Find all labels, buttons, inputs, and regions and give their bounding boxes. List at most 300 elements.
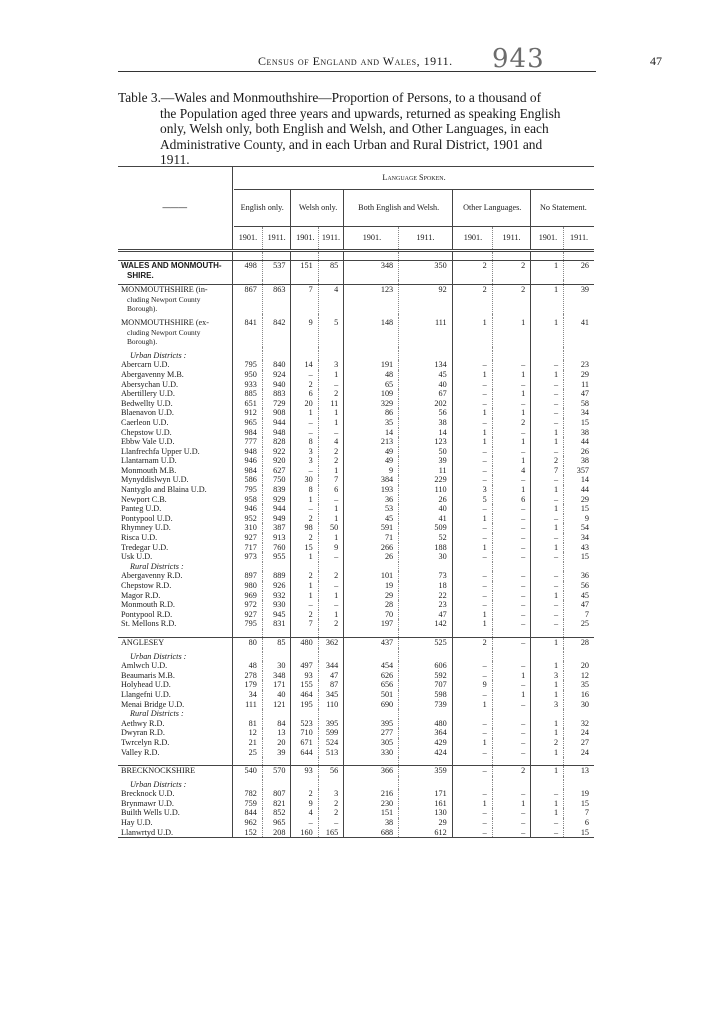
table-cell: 1 (553, 427, 559, 437)
table-cell: 101 (380, 571, 394, 581)
table-cell: – (553, 398, 559, 408)
stub-header: ——— (118, 167, 232, 251)
table-cell: 6 (492, 495, 531, 505)
table-cell: – (492, 818, 531, 828)
table-cell: 123 (399, 437, 453, 447)
table-cell: 15 (564, 828, 594, 838)
table-cell: – (318, 495, 344, 505)
table-row (118, 748, 594, 758)
table-cell: 831 (262, 619, 291, 629)
table-cell: 26 (384, 552, 394, 562)
table-cell: 972 (244, 600, 257, 610)
table-cell: 70 (384, 609, 394, 619)
table-cell: 395 (318, 719, 344, 729)
table-cell: 948 (244, 446, 257, 456)
table-cell: 3 (553, 699, 559, 709)
table-row (118, 571, 594, 581)
table-cell: 9 (482, 680, 487, 690)
table-cell: 1 (492, 485, 531, 495)
row-label: Panteg U.D. (121, 504, 162, 514)
table-cell: – (482, 456, 487, 466)
table-cell: 690 (380, 699, 394, 709)
table-cell: – (492, 591, 531, 601)
table-cell: 9 (318, 543, 344, 553)
table-cell: 6 (308, 389, 313, 399)
table-cell: 34 (564, 408, 594, 418)
table-cell: 123 (380, 285, 394, 295)
table-cell: 350 (399, 261, 453, 281)
table-cell: 598 (399, 690, 453, 700)
table-cell: 965 (244, 417, 257, 427)
table-cell: 73 (399, 571, 453, 581)
table-cell: 152 (244, 827, 257, 837)
table-cell: 795 (244, 360, 257, 370)
row-label: Holyhead U.D. (121, 680, 171, 690)
table-cell: 464 (300, 689, 313, 699)
table-cell: – (482, 818, 487, 828)
table-cell: 67 (399, 389, 453, 399)
table-cell: 1 (553, 542, 559, 552)
table-cell: 85 (318, 261, 344, 281)
table-cell: 1 (318, 591, 344, 601)
table-cell: – (553, 389, 559, 399)
table-cell: 38 (399, 418, 453, 428)
table-cell: 38 (384, 818, 394, 828)
table-cell: 777 (244, 437, 257, 447)
table-cell: 26 (399, 495, 453, 505)
table-cell: 2 (308, 609, 313, 619)
table-cell: 26 (564, 447, 594, 457)
caption-line-3: only, Welsh only, both English and Welsh, and Other Languages, in each (160, 121, 549, 136)
table-cell: 651 (244, 398, 257, 408)
table-cell: – (553, 818, 559, 828)
table-cell: 2 (492, 285, 531, 314)
table-cell: 28 (564, 637, 594, 647)
table-cell: 44 (564, 437, 594, 447)
table-cell: 1 (482, 699, 487, 709)
table-cell: 2 (308, 379, 313, 389)
table-cell: – (492, 514, 531, 524)
table-cell: 348 (262, 671, 291, 681)
table-cell: 29 (384, 590, 394, 600)
table-cell: 962 (244, 818, 257, 828)
table-cell: 454 (380, 661, 394, 671)
table-cell: 32 (564, 719, 594, 729)
table-cell: 19 (384, 581, 394, 590)
row-label: Bedwellty U.D. (121, 398, 173, 408)
table-cell: 929 (262, 495, 291, 505)
table-cell: – (482, 504, 487, 514)
table-cell: – (492, 828, 531, 838)
table-cell: 537 (262, 261, 291, 281)
row-label: Usk U.D. (121, 552, 153, 562)
table-cell: 11 (399, 466, 453, 476)
table-cell: 525 (399, 637, 453, 647)
table-cell: – (318, 428, 344, 438)
table-cell: – (318, 380, 344, 390)
table-cell: 1 (492, 318, 531, 347)
table-cell: – (553, 513, 559, 523)
table-cell: 480 (300, 637, 313, 647)
table-cell: – (482, 360, 487, 370)
table-cell: 38 (564, 428, 594, 438)
table-row (118, 619, 594, 629)
table-cell: – (308, 427, 313, 437)
table-cell: 20 (304, 398, 313, 408)
row-label: Abersychan U.D. (121, 379, 179, 389)
table-cell: 193 (380, 485, 394, 495)
table-cell: 56 (564, 581, 594, 591)
table-cell: – (492, 719, 531, 729)
table-cell: 27 (564, 738, 594, 748)
table-cell: 540 (244, 766, 257, 776)
table-cell: 362 (318, 637, 344, 647)
table-cell: – (482, 600, 487, 610)
table-cell: 2 (308, 533, 313, 543)
table-cell: 395 (380, 718, 394, 728)
table-cell: – (318, 818, 344, 828)
table-cell: – (553, 571, 559, 581)
table-cell: – (482, 523, 487, 533)
table-row (118, 456, 594, 466)
table-cell: 41 (399, 514, 453, 524)
table-cell: 305 (380, 737, 394, 747)
table-cell: 359 (399, 766, 453, 776)
table-cell: 1 (553, 661, 559, 671)
table-cell: 1 (308, 494, 313, 504)
table-cell: 1 (482, 369, 487, 379)
table-cell: 1 (308, 581, 313, 590)
table-cell: 1 (482, 619, 487, 629)
table-cell: 6 (564, 818, 594, 828)
table-cell: 940 (262, 380, 291, 390)
table-cell: 2 (492, 418, 531, 428)
table-cell: 86 (384, 408, 394, 418)
table-cell: 384 (380, 475, 394, 485)
table-cell: 2 (482, 285, 487, 295)
table-cell: – (492, 637, 531, 647)
row-label: MONMOUTHSHIRE (in- cluding Newport County Borough). (121, 285, 208, 314)
table-cell: 1 (318, 504, 344, 514)
table-cell: 7 (308, 619, 313, 629)
table-cell: 8 (308, 485, 313, 495)
table-row (118, 700, 594, 710)
table-row (118, 351, 594, 361)
table-cell: 142 (399, 619, 453, 629)
table-row (118, 418, 594, 428)
row-label: Mynyddislwyn U.D. (121, 475, 189, 485)
table-cell: 40 (262, 690, 291, 700)
table-cell: 41 (564, 318, 594, 347)
table-cell: 1 (492, 690, 531, 700)
table-row (118, 318, 594, 347)
table-cell: 480 (399, 719, 453, 729)
table-cell: 1 (553, 504, 559, 514)
row-label: Abertillery U.D. (121, 389, 175, 399)
table-cell: 151 (380, 808, 394, 818)
table-row (118, 680, 594, 690)
table-cell: 195 (300, 699, 313, 709)
row-label: Newport C.B. (121, 494, 167, 504)
table-cell: 15 (304, 542, 313, 552)
table-cell: – (482, 718, 487, 728)
table-cell: 1 (553, 808, 559, 818)
row-label: Caerleon U.D. (121, 417, 169, 427)
table-cell: – (492, 428, 531, 438)
table-cell: 134 (399, 360, 453, 370)
table-cell: 13 (564, 766, 594, 776)
table-cell: – (308, 818, 313, 828)
table-cell: 908 (262, 408, 291, 418)
table-cell: 38 (564, 456, 594, 466)
table-cell: – (482, 389, 487, 399)
table-cell: – (482, 417, 487, 427)
table-row (118, 799, 594, 809)
table-cell: 1 (492, 799, 531, 809)
table-cell: – (492, 399, 531, 409)
table-cell: 161 (399, 799, 453, 809)
table-cell: 2 (318, 619, 344, 629)
table-cell: 2 (318, 456, 344, 466)
row-label: Brecknock U.D. (121, 789, 175, 799)
row-label: Llantarnam U.D. (121, 456, 177, 466)
row-label: Chepstow R.D. (121, 581, 172, 590)
table-cell: 952 (244, 513, 257, 523)
table-cell: 1 (553, 680, 559, 690)
table-cell: 950 (244, 369, 257, 379)
row-label: BRECKNOCKSHIRE (121, 766, 196, 776)
table-cell: 110 (318, 700, 344, 710)
table-cell: 6 (318, 485, 344, 495)
table-row (118, 485, 594, 495)
table-cell: 973 (244, 552, 257, 562)
table-cell: 7 (308, 285, 313, 295)
table-cell: 29 (564, 495, 594, 505)
table-cell: 1 (553, 285, 559, 295)
table-cell: 34 (248, 689, 257, 699)
table-cell: 437 (380, 637, 394, 647)
table-cell: 5 (482, 494, 487, 504)
table-row (118, 591, 594, 601)
table-cell: – (553, 417, 559, 427)
table-cell: 12 (248, 728, 257, 738)
table-cell: 366 (380, 766, 394, 776)
table-row (118, 709, 594, 719)
table-cell: 1 (482, 437, 487, 447)
row-label: Beaumaris M.B. (121, 670, 175, 680)
table-cell: 30 (262, 661, 291, 671)
table-cell: 627 (262, 466, 291, 476)
table-cell: 80 (248, 637, 257, 647)
table-cell: 1 (482, 408, 487, 418)
language-table (118, 166, 594, 838)
table-cell: 202 (399, 399, 453, 409)
table-cell: 1 (553, 523, 559, 533)
table-row (118, 719, 594, 729)
table-row (118, 285, 594, 314)
table-cell: 739 (399, 700, 453, 710)
group-header: No Statement. (539, 203, 587, 212)
table-cell: 14 (564, 475, 594, 485)
table-cell: – (553, 600, 559, 610)
table-cell: – (492, 504, 531, 514)
caption-line-4: Administrative County, and in each Urban and Rural District, 1901 and (160, 136, 543, 152)
table-cell: 863 (262, 285, 291, 314)
table-cell: 7 (564, 808, 594, 818)
table-cell: 932 (262, 591, 291, 601)
table-cell: – (492, 447, 531, 457)
table-cell: 760 (262, 543, 291, 553)
row-label: Dwyran R.D. (121, 728, 165, 738)
table-cell: – (482, 661, 487, 671)
table-cell: 45 (399, 370, 453, 380)
table-cell: 927 (244, 533, 257, 543)
table-cell: 913 (262, 533, 291, 543)
row-label: Abergavenny R.D. (121, 571, 183, 581)
table-row (118, 370, 594, 380)
table-cell: 1 (553, 689, 559, 699)
table-cell: – (482, 475, 487, 485)
table-cell: 1 (553, 637, 559, 647)
table-row (118, 428, 594, 438)
table-cell: – (492, 610, 531, 620)
table-cell: 1 (318, 514, 344, 524)
table-cell: – (492, 475, 531, 485)
table-cell: 84 (262, 719, 291, 729)
year-header: 1911. (564, 227, 594, 251)
table-cell: – (482, 581, 487, 590)
table-cell: – (482, 379, 487, 389)
table-cell: 23 (399, 600, 453, 610)
table-cell: 729 (262, 399, 291, 409)
table-cell: 47 (318, 671, 344, 681)
table-cell: – (492, 700, 531, 710)
table-cell: 1 (492, 437, 531, 447)
table-cell: 1 (318, 418, 344, 428)
table-cell: 11 (318, 399, 344, 409)
table-cell: 523 (300, 718, 313, 728)
table-cell: 2 (553, 737, 559, 747)
caption-line-2: the Population aged three years and upwards, returned as speaking English (160, 105, 561, 121)
table-cell: 25 (564, 619, 594, 629)
table-cell: 344 (318, 661, 344, 671)
table-cell: 570 (262, 766, 291, 776)
header-rule (118, 71, 596, 72)
table-cell: 586 (244, 475, 257, 485)
table-cell: 821 (262, 799, 291, 809)
table-cell: – (553, 494, 559, 504)
table-cell: 842 (262, 318, 291, 347)
table-cell: 188 (399, 543, 453, 553)
table-cell: 606 (399, 661, 453, 671)
table-cell: 44 (564, 485, 594, 495)
table-cell: – (492, 728, 531, 738)
table-cell: – (553, 552, 559, 562)
table-cell: 498 (244, 261, 257, 270)
row-label: Rural Districts : (130, 561, 184, 571)
row-label: Abercarn U.D. (121, 360, 170, 370)
table-cell: 1 (553, 718, 559, 728)
table-cell: – (492, 581, 531, 591)
table-cell: – (492, 738, 531, 748)
table-cell: 1 (553, 747, 559, 757)
table-cell: 933 (244, 379, 257, 389)
table-cell: – (308, 504, 313, 514)
table-cell: 2 (308, 571, 313, 581)
table-cell: – (553, 379, 559, 389)
table-cell: 213 (380, 437, 394, 447)
table-cell: 8 (308, 437, 313, 447)
table-cell: 151 (300, 261, 313, 270)
table-cell: 1 (482, 317, 487, 327)
table-cell: 130 (399, 808, 453, 818)
running-header (0, 44, 709, 74)
table-cell: 171 (399, 789, 453, 799)
table-cell: 13 (262, 728, 291, 738)
table-cell: 1 (482, 427, 487, 437)
table-cell: – (553, 533, 559, 543)
table-cell: 15 (564, 504, 594, 514)
table-cell: 93 (304, 766, 313, 776)
row-label: Blaenavon U.D. (121, 408, 174, 418)
table-cell: 2 (318, 571, 344, 581)
table-cell: 364 (399, 728, 453, 738)
table-cell: 710 (300, 728, 313, 738)
table-cell: 946 (244, 504, 257, 514)
table-cell: 39 (262, 748, 291, 758)
year-header: 1911. (318, 227, 344, 251)
row-label: Llangefni U.D. (121, 689, 171, 699)
table-cell: 807 (262, 789, 291, 799)
table-cell: – (492, 523, 531, 533)
table-cell: 644 (300, 747, 313, 757)
caption-line-1: Table 3.—Wales and Monmouthshire—Proportion of Persons, to a thousand of (118, 90, 542, 105)
table-cell: 197 (380, 619, 394, 629)
table-cell: 2 (318, 389, 344, 399)
table-cell: – (482, 766, 487, 776)
table-cell: 155 (300, 680, 313, 690)
year-header: 1911. (492, 227, 531, 251)
row-label: Llanfrechfa Upper U.D. (121, 446, 200, 456)
row-label: Monmouth R.D. (121, 600, 175, 610)
table-cell: 852 (262, 808, 291, 818)
year-header: 1911. (262, 227, 291, 251)
table-cell: – (553, 408, 559, 418)
row-label: WALES AND MONMOUTH- SHIRE. (121, 261, 222, 280)
table-row (118, 780, 594, 790)
table-cell: 39 (564, 285, 594, 314)
table-cell: 191 (380, 360, 394, 370)
table-cell: 980 (244, 581, 257, 590)
table-row (118, 514, 594, 524)
table-cell: 9 (308, 798, 313, 808)
table-cell: 160 (300, 827, 313, 837)
table-cell: 310 (244, 523, 257, 533)
table-row (118, 789, 594, 799)
group-header: English only. (240, 203, 284, 212)
table-cell: 111 (399, 318, 453, 347)
table-cell: 3 (318, 789, 344, 799)
caption-line-5: 1911. (160, 152, 190, 167)
table-cell: 28 (384, 600, 394, 610)
table-cell: 56 (318, 766, 344, 776)
table-cell: 926 (262, 581, 291, 591)
table-cell: 2 (482, 261, 487, 270)
group-header: Other Languages. (463, 203, 522, 212)
table-cell: 49 (384, 446, 394, 456)
row-label: Rural Districts : (130, 709, 184, 719)
table-cell: 1 (318, 370, 344, 380)
